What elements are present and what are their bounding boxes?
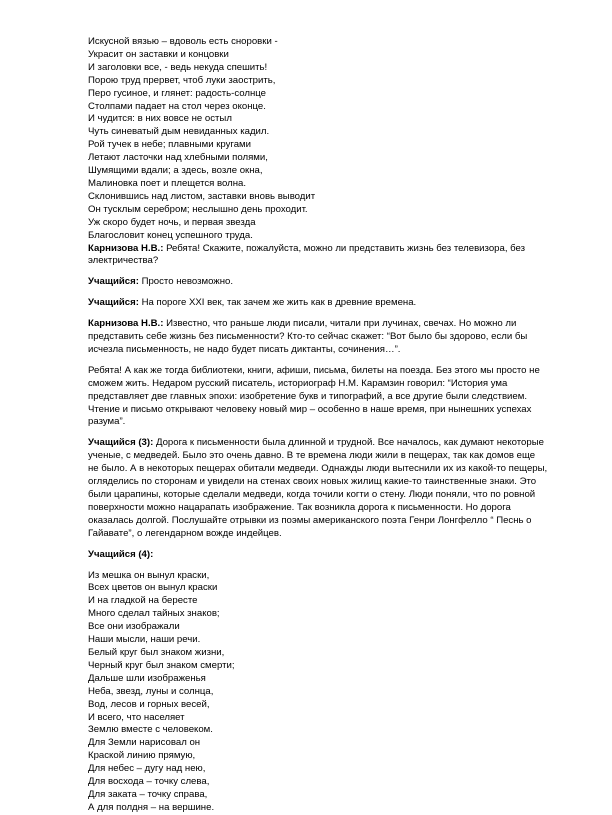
- paragraph-text: Ребята! Скажите, пожалуйста, можно ли представить жизнь без телевизора, без электричества?: [88, 242, 526, 267]
- dialog-paragraph: [88, 437, 548, 540]
- paragraph-text: Просто невозможно.: [138, 276, 234, 288]
- poem-line: И заголовки все, - ведь некуда спешить!: [88, 61, 268, 73]
- poem-line: Уж скоро будет ночь, и первая звезда: [88, 216, 256, 228]
- poem-line: Украсит он заставки и концовки: [88, 48, 229, 60]
- poem-line: Из мешка он вынул краски,: [88, 569, 210, 581]
- poem-line: Для восхода – точку слева,: [88, 776, 210, 788]
- poem-line: Все они изображали: [88, 621, 180, 633]
- dialog-paragraph: [88, 243, 548, 269]
- dialog-paragraph: [88, 276, 548, 289]
- dialog-paragraph: [88, 318, 548, 357]
- poem-line: Столпами падает на стол через оконце.: [88, 100, 266, 112]
- dialog-section: [88, 243, 548, 562]
- poem-line: Для заката – точку справа,: [88, 788, 208, 800]
- poem-line: Краской линию прямую,: [88, 750, 196, 762]
- poem-line: Чуть синеватый дым невиданных кадил.: [88, 126, 270, 138]
- speaker-name: Учащийся:: [88, 297, 139, 309]
- speaker-name: Учащийся (3):: [88, 437, 154, 449]
- poem-line: Рой тучек в небе; плавными кругами: [88, 139, 252, 151]
- poem-line: И на гладкой на бересте: [88, 595, 198, 607]
- poem-line: Он тусклым серебром; неслышно день проходит.: [88, 203, 308, 215]
- paragraph-text: Дорога к письменности была длинной и трудной. Все началось, как думают некоторые ученые, с медведей. Было это очень давно. В те времена люди жили в пещерах, так как домов еще не было. А в некоторых пещерах обитали медведи. Однажды люди вытеснили их из какой-то пещеры, огляделись по сторонам и увидели на стенах своих новых жилищ какие-то таинственные знаки. Это были царапины, которые сделали медведи, когда точили когти о стену. Люди поняли, что по ровной поверхности можно нацарапать изображение. Так возникла дорога к письменности. Но дорога оказалась долгой. Послушайте отрывки из поэмы американского поэта Генри Лонгфелло “ Песнь о Гайавате”, о легендарном вожде индейцев.: [88, 437, 548, 539]
- speaker-name: Учащийся (4):: [88, 548, 154, 560]
- dialog-paragraph: [88, 365, 548, 430]
- poem-line: Всех цветов он вынул краски: [88, 582, 218, 594]
- poem-line: Неба, звезд, луны и солнца,: [88, 685, 214, 697]
- poem-line: И чудится: в них вовсе не остыл: [88, 113, 232, 125]
- speaker-name: Карнизова Н.В.:: [88, 242, 164, 254]
- document-page: [88, 36, 548, 815]
- poem-line: Дальше шли изображенья: [88, 672, 206, 684]
- poem-line: Для Земли нарисовал он: [88, 737, 201, 749]
- paragraph-text: Ребята! А как же тогда библиотеки, книги, афиши, письма, билеты на поезда. Без этого мы просто не сможем жить. Недаром русский писатель, историограф Н.М. Карамзин говорил: “История ума представляет две главных эпохи: изобретение букв и типографий, а все другие были следствием. Чтение и письмо открывают человеку новый мир – особенно в наше время, при нынешних успехах разума”.: [88, 364, 540, 428]
- poem-line: Наши мысли, наши речи.: [88, 634, 201, 646]
- poem-line: Благословит конец успешного труда.: [88, 229, 253, 241]
- poem-line: Землю вместе с человеком.: [88, 724, 213, 736]
- dialog-paragraph: [88, 549, 548, 562]
- poem-line: А для полдня – на вершине.: [88, 801, 215, 813]
- paragraph-text: Известно, что раньше люди писали, читали при лучинах, свечах. Но можно ли представить себе жизнь без письменности? Кто-то сейчас скажет: “Вот было бы здорово, если бы исчезла письменность, не надо будет писать диктанты, сочинения…”.: [88, 318, 528, 355]
- poem-line: Много сделал тайных знаков;: [88, 608, 220, 620]
- poem-line: Вод, лесов и горных весей,: [88, 698, 210, 710]
- poem-line: Малиновка поет и плещется волна.: [88, 177, 247, 189]
- speaker-name: Учащийся:: [88, 276, 139, 288]
- poem-hiawatha-fragment: [88, 570, 548, 815]
- poem-line: Белый круг был знаком жизни,: [88, 646, 225, 658]
- poem-line: Шумящими вдали; а здесь, возле окна,: [88, 165, 263, 177]
- poem-line: Летают ласточки над хлебными полями,: [88, 152, 268, 164]
- poem-line: Склонившись над листом, заставки вновь выводит: [88, 190, 316, 202]
- poem-line: Перо гусиное, и глянет: радость-солнце: [88, 87, 266, 99]
- poem-line: Искусной вязью – вдоволь есть сноровки -: [88, 36, 278, 47]
- poem-fragment-manuscript: [88, 36, 548, 243]
- paragraph-text: На пороге XXI век, так зачем же жить как в древние времена.: [138, 297, 417, 309]
- poem-line: Черный круг был знаком смерти;: [88, 659, 235, 671]
- poem-line: Порою труд прервет, чтоб луки заострить,: [88, 74, 276, 86]
- poem-line: И всего, что населяет: [88, 711, 185, 723]
- dialog-paragraph: [88, 297, 548, 310]
- poem-line: Для небес – дугу над нею,: [88, 763, 206, 775]
- speaker-name: Карнизова Н.В.:: [88, 318, 164, 330]
